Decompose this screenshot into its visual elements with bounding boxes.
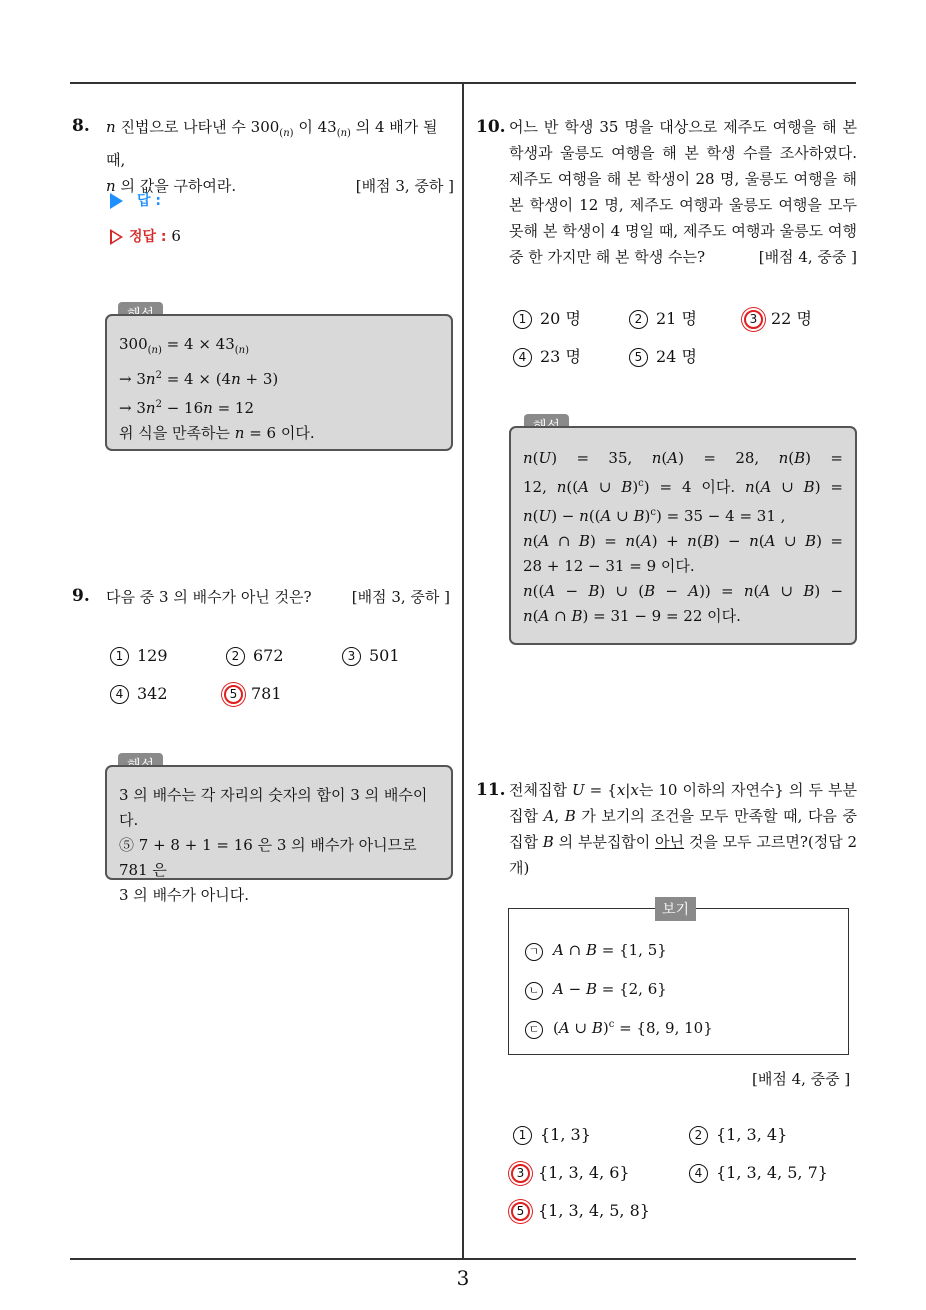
q8-answer-row[interactable] bbox=[110, 190, 161, 210]
option-text: 22 명 bbox=[771, 309, 812, 328]
option-mark: 3 bbox=[511, 1164, 530, 1183]
q11-line: 집합 A, B 가 보기의 조건을 모두 만족할 때, 다음 중 bbox=[509, 807, 857, 825]
q10-line: 중 한 가지만 해 본 학생 수는? bbox=[509, 248, 706, 266]
option-text: 21 명 bbox=[656, 309, 697, 328]
q10-option-1[interactable] bbox=[513, 306, 581, 329]
option-mark: 2 bbox=[226, 647, 245, 666]
option-text: 501 bbox=[369, 646, 400, 665]
q11-option-4[interactable] bbox=[689, 1163, 828, 1183]
q10-sol-line: n(A ∩ B) = n(A) + n(B) − n(A ∪ B) = bbox=[523, 532, 843, 550]
option-text: 129 bbox=[137, 646, 168, 665]
triangle-outline-icon bbox=[110, 229, 123, 245]
q10-line: 제주도 여행을 해 본 학생이 28 명, 울릉도 여행을 해 bbox=[509, 170, 857, 188]
option-text: 781 bbox=[251, 684, 282, 703]
option-mark: 3 bbox=[744, 310, 763, 329]
bogi-mark: ㄴ bbox=[525, 982, 543, 1000]
q10-line: 학생과 울릉도 여행을 해 본 학생 수를 조사하였다. bbox=[509, 144, 857, 162]
option-mark: 2 bbox=[629, 310, 648, 329]
q8-line1: n 진법으로 나타낸 수 $300_{(n)}$ 이 $43_{(n)}$ 의 4 배가 될 때, bbox=[106, 118, 438, 169]
q10-text bbox=[509, 114, 857, 270]
q8-meta: [배점 3, 중하 ] bbox=[355, 177, 454, 195]
option-mark: 5 bbox=[629, 348, 648, 367]
option-mark: 4 bbox=[110, 685, 129, 704]
q9-sol-line: 3 의 배수는 각 자리의 숫자의 합이 3 의 배수이다. bbox=[119, 786, 428, 829]
q10-line: 어느 반 학생 35 명을 대상으로 제주도 여행을 해 본 bbox=[509, 118, 857, 136]
q11-bogi-box bbox=[508, 902, 849, 1055]
option-mark: 1 bbox=[513, 310, 532, 329]
q10-sol-line: n(U) = 35, n(A) = 28, n(B) = bbox=[523, 449, 843, 467]
page-number: 3 bbox=[456, 1266, 470, 1290]
q9-question: 다음 중 3 의 배수가 아닌 것은? bbox=[106, 588, 312, 606]
q9-text bbox=[106, 584, 450, 610]
q10-line-last bbox=[509, 244, 857, 270]
q8-sol-line: → $3n^2 - 16n = 12$ bbox=[119, 399, 255, 417]
q8-sol-line: 위 식을 만족하는 n = 6 이다. bbox=[119, 424, 315, 442]
q11-bogi-tag: 보기 bbox=[655, 897, 696, 921]
q8-text bbox=[106, 114, 454, 199]
q8-number: 8. bbox=[72, 116, 90, 136]
q10-line: 못해 본 학생이 4 명일 때, 제주도 여행과 울릉도 여행 bbox=[509, 222, 857, 240]
q10-solution-box bbox=[509, 426, 857, 645]
option-mark: 1 bbox=[513, 1126, 532, 1145]
q9-option-4[interactable] bbox=[110, 684, 168, 704]
column-divider bbox=[462, 83, 464, 1259]
option-text: {1, 3, 4, 5, 8} bbox=[538, 1201, 650, 1220]
q11-bogi-item: ㄱ A ∩ B = {1, 5} bbox=[525, 941, 667, 961]
q11-option-1[interactable] bbox=[513, 1125, 591, 1145]
q8-sol-line: → $3n^2 = 4 \times (4n + 3)$ bbox=[119, 370, 279, 388]
q11-meta: [배점 4, 중중 ] bbox=[752, 1070, 851, 1088]
option-text: {1, 3, 4, 5, 7} bbox=[716, 1163, 828, 1182]
q8-line2: n 의 값을 구하여라. [배점 3, 중하 ] bbox=[106, 173, 454, 199]
q10-sol-line: n(U) − n((A ∪ B)$^c$) = 35 − 4 = 31 , bbox=[523, 507, 786, 525]
q10-sol-line: n((A − B) ∪ (B − A)) = n(A ∪ B) − bbox=[523, 582, 844, 600]
q8-correct-label: 정답 : bbox=[129, 229, 167, 245]
option-mark: 2 bbox=[689, 1126, 708, 1145]
option-mark: 5 bbox=[511, 1202, 530, 1221]
option-text: {1, 3, 4, 6} bbox=[538, 1163, 630, 1182]
q11-bogi-item: ㄷ (A ∪ B)$^c$ = {8, 9, 10} bbox=[525, 1019, 713, 1039]
q10-option-2[interactable] bbox=[629, 306, 697, 329]
q10-number: 10. bbox=[476, 117, 506, 137]
q11-option-5[interactable] bbox=[511, 1201, 650, 1221]
bogi-mark: ㄱ bbox=[525, 943, 543, 961]
q9-option-1[interactable] bbox=[110, 646, 168, 666]
q10-sol-line: 12, n((A ∪ B)$^c$) = 4 이다. n(A ∪ B) = bbox=[523, 478, 843, 496]
option-text: {1, 3} bbox=[540, 1125, 591, 1144]
q10-sol-line: 28 + 12 − 31 = 9 이다. bbox=[523, 557, 695, 575]
option-mark: 4 bbox=[513, 348, 532, 367]
bottom-rule bbox=[70, 1258, 856, 1260]
q11-bogi-item: ㄴ A − B = {2, 6} bbox=[525, 980, 667, 1000]
option-text: 342 bbox=[137, 684, 168, 703]
option-mark: 5 bbox=[224, 685, 243, 704]
q9-number: 9. bbox=[72, 586, 90, 606]
q8-answer-label: 답 : bbox=[137, 193, 161, 209]
option-text: 24 명 bbox=[656, 347, 697, 366]
option-mark: 3 bbox=[342, 647, 361, 666]
q9-option-2[interactable] bbox=[226, 646, 284, 666]
q10-option-4[interactable] bbox=[513, 344, 581, 367]
q11-line: 집합 B 의 부분집합이 아닌 것을 모두 고르면?(정답 2 bbox=[509, 833, 858, 851]
q11-option-3[interactable] bbox=[511, 1163, 630, 1183]
q8-correct-row bbox=[110, 226, 181, 246]
q8-sol-line: $300_{(n)} = 4 \times 43_{(n)}$ bbox=[119, 335, 250, 356]
q9-sol-line: ⑤ 7 + 8 + 1 = 16 은 3 의 배수가 아니므로 781 은 bbox=[119, 836, 417, 879]
q9-option-5[interactable] bbox=[224, 684, 282, 704]
q10-line: 본 학생이 12 명, 제주도 여행과 울릉도 여행을 모두 bbox=[509, 196, 857, 214]
bogi-mark: ㄷ bbox=[525, 1021, 543, 1039]
q10-sol-line: n(A ∩ B) = 31 − 9 = 22 이다. bbox=[523, 607, 741, 625]
q9-sol-line: 3 의 배수가 아니다. bbox=[119, 886, 250, 904]
q9-meta: [배점 3, 중하 ] bbox=[351, 588, 450, 606]
q11-line: 전체집합 U = {x|x는 10 이하의 자연수} 의 두 부분 bbox=[509, 781, 857, 799]
q10-option-3[interactable] bbox=[744, 306, 812, 329]
option-text: 20 명 bbox=[540, 309, 581, 328]
option-mark: 4 bbox=[689, 1164, 708, 1183]
option-mark: 1 bbox=[110, 647, 129, 666]
q10-meta: [배점 4, 중중 ] bbox=[758, 248, 857, 266]
q11-text bbox=[509, 777, 857, 881]
q8-solution-box bbox=[105, 314, 453, 451]
q9-solution-box bbox=[105, 765, 453, 904]
q9-option-3[interactable] bbox=[342, 646, 400, 666]
q11-number: 11. bbox=[476, 780, 506, 800]
option-text: 672 bbox=[253, 646, 284, 665]
q11-option-2[interactable] bbox=[689, 1125, 787, 1145]
q11-line: 개) bbox=[509, 859, 530, 877]
option-text: 23 명 bbox=[540, 347, 581, 366]
q10-option-5[interactable] bbox=[629, 344, 697, 367]
play-icon bbox=[110, 193, 123, 209]
option-text: {1, 3, 4} bbox=[716, 1125, 788, 1144]
q8-correct-value: 6 bbox=[171, 227, 181, 245]
